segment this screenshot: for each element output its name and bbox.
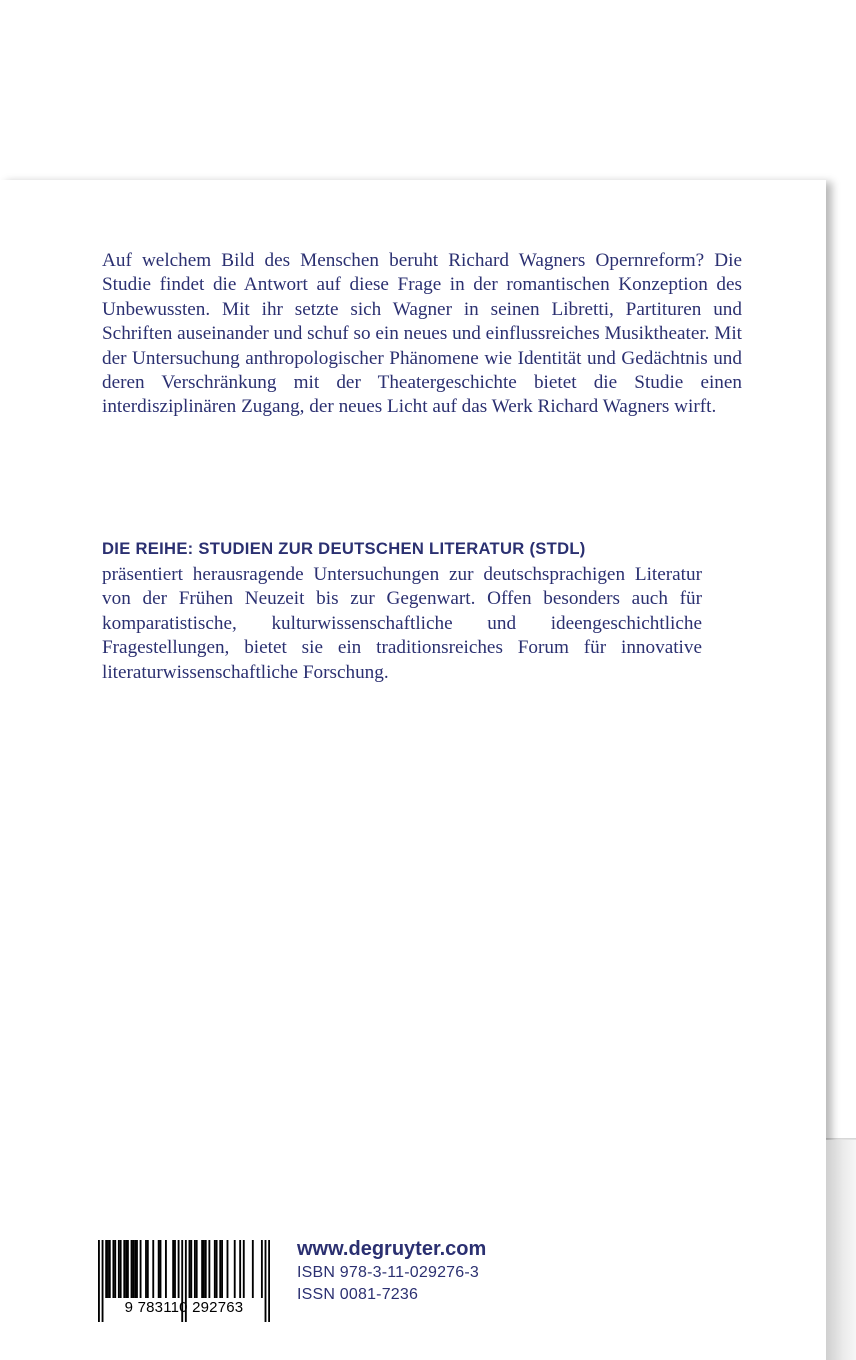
barcode-bar — [160, 1240, 162, 1298]
barcode-bar — [194, 1240, 196, 1298]
barcode-bar — [219, 1240, 221, 1298]
barcode-bar — [107, 1240, 109, 1298]
barcode-bar — [131, 1240, 133, 1298]
barcode-bar — [140, 1240, 142, 1298]
barcode-bar — [189, 1240, 191, 1298]
barcode-bar — [252, 1240, 254, 1298]
barcode-bar — [127, 1240, 129, 1298]
barcode-bar — [158, 1240, 160, 1298]
publisher-url[interactable]: www.degruyter.com — [297, 1238, 487, 1260]
barcode-bar — [105, 1240, 107, 1298]
barcode-bar — [172, 1240, 174, 1298]
barcode-bar — [234, 1240, 236, 1298]
barcode-bar — [147, 1240, 149, 1298]
issn-number: ISSN 0081-7236 — [297, 1286, 419, 1303]
barcode-bar — [112, 1240, 114, 1298]
barcode-bar — [136, 1240, 138, 1298]
page-edge-shade — [826, 1140, 856, 1360]
barcode-bar — [243, 1240, 245, 1298]
barcode-bar — [109, 1240, 111, 1298]
barcode-bar — [221, 1240, 223, 1298]
barcode-bar — [118, 1240, 120, 1298]
publisher-info — [297, 1236, 486, 1306]
barcode-bar — [145, 1240, 147, 1298]
barcode-bar — [114, 1240, 116, 1298]
barcode-bar — [261, 1240, 263, 1298]
barcode-bar — [165, 1240, 167, 1298]
barcode-bar — [205, 1240, 207, 1298]
barcode-bar — [203, 1240, 205, 1298]
isbn-number: ISBN 978-3-11-029276-3 — [297, 1264, 479, 1281]
series-description: präsentiert herausragende Untersuchungen zur deutschsprachigen Literatur von der Frühen Neuzeit bis zur Gegenwart. Offen besonders auch für komparatistische, kulturwissenschaftliche und ideengeschichtliche Fragestellungen, bietet sie ein traditionsreiches Forum für innovative literaturwissenschaftliche Forschung. — [102, 564, 702, 683]
book-description: Auf welchem Bild des Menschen beruht Richard Wagners Opernreform? Die Studie findet die Antwort auf diese Frage in der romantischen Konzeption des Unbewussten. Mit ihr setzte sich Wagner in seinen Libretti, Partituren und Schriften auseinander und schuf so ein neues und einflussreiches Musiktheater. Mit der Untersuchung anthropologischer Phänomene wie Identität und Gedächtnis und deren Verschränkung mit der Theatergeschichte bietet die Studie einen interdisziplinären Zugang, der neues Licht auf das Werk Richard Wagners wirft. — [102, 250, 742, 418]
barcode-bar — [216, 1240, 218, 1298]
barcode-bar — [214, 1240, 216, 1298]
barcode-bar — [190, 1240, 192, 1298]
barcode-bar — [132, 1240, 134, 1298]
barcode-bar — [227, 1240, 229, 1298]
barcode-bar — [196, 1240, 198, 1298]
barcode-digits: 9 783110 292763 — [124, 1299, 244, 1316]
series-heading: DIE REIHE: STUDIEN ZUR DEUTSCHEN LITERATUR (STDL) — [102, 539, 586, 558]
barcode-bar — [239, 1240, 241, 1298]
barcode-bar — [125, 1240, 127, 1298]
barcode-bar — [208, 1240, 210, 1298]
barcode-bar — [123, 1240, 125, 1298]
barcode-bar — [178, 1240, 180, 1298]
barcode-bar — [120, 1240, 122, 1298]
barcode-bar — [152, 1240, 154, 1298]
barcode-bar — [174, 1240, 176, 1298]
barcode-bar — [134, 1240, 136, 1298]
barcode-bar — [201, 1240, 203, 1298]
